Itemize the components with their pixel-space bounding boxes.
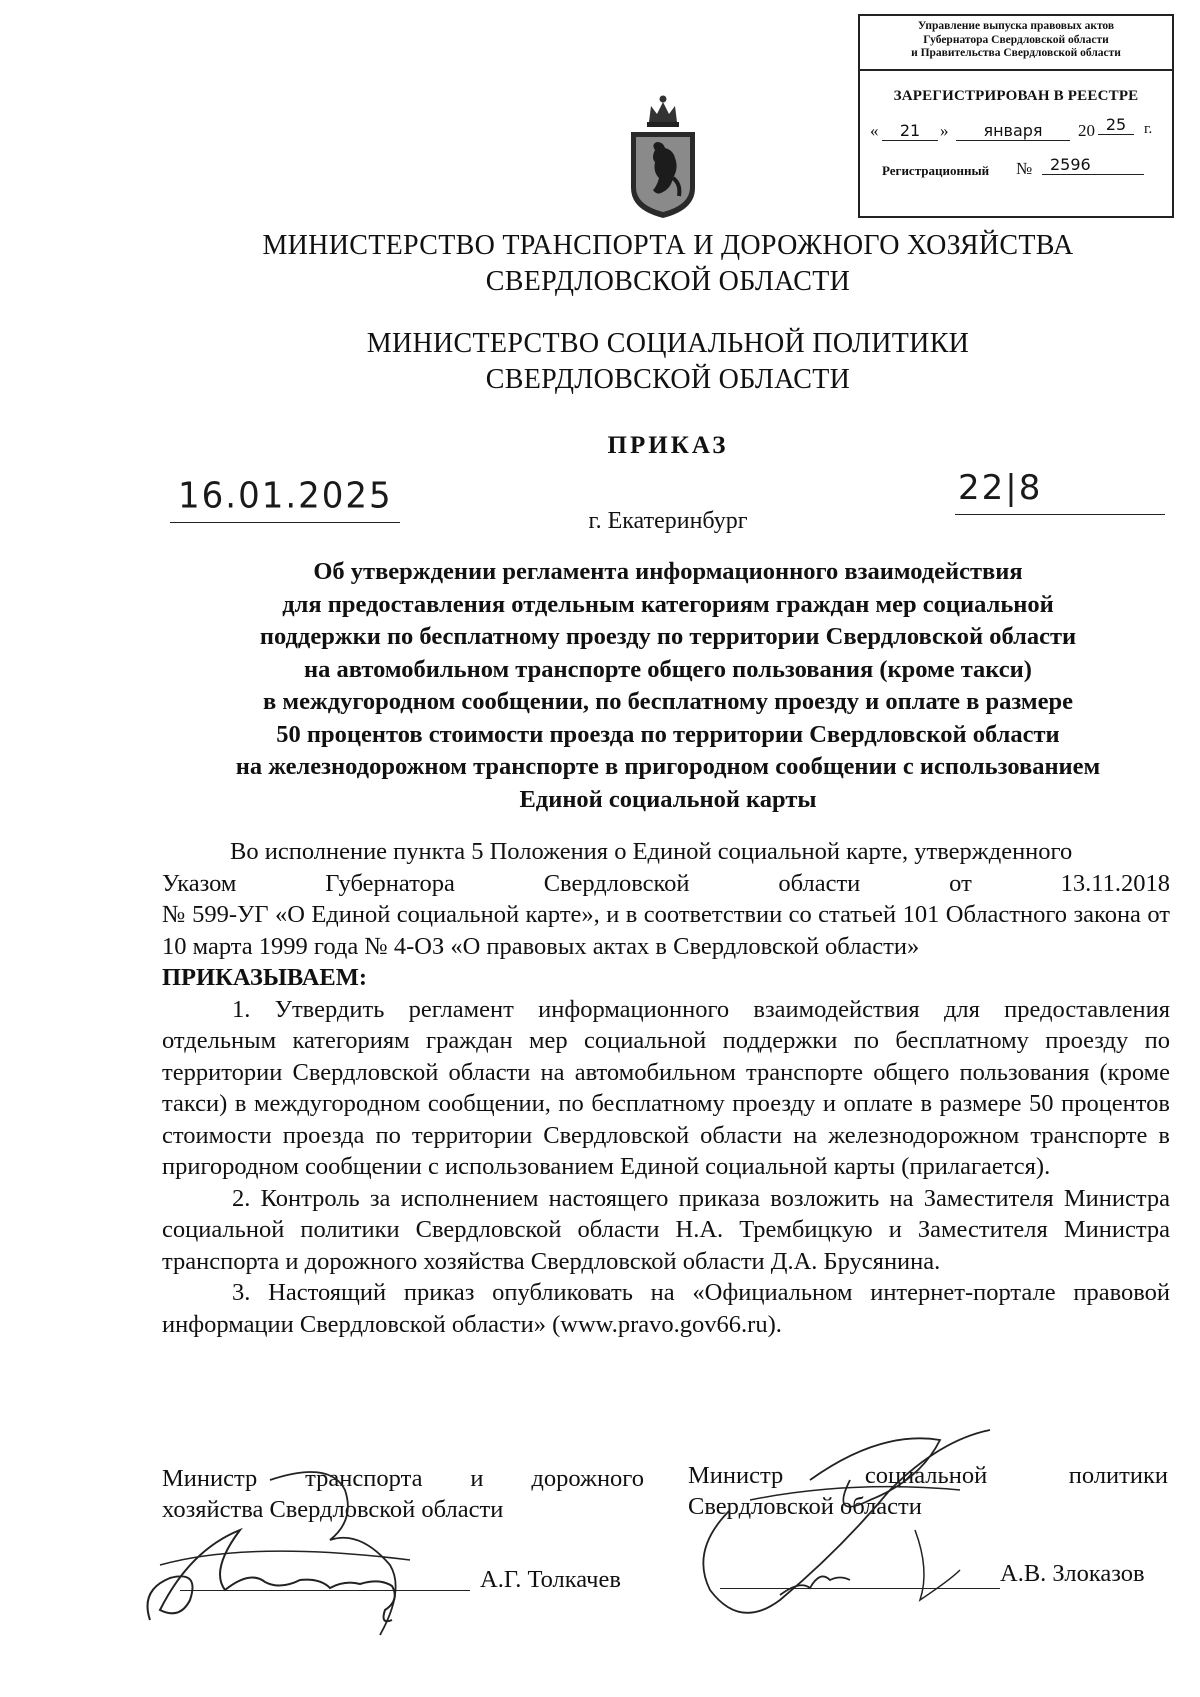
ministry-line: МИНИСТЕРСТВО ТРАНСПОРТА И ДОРОЖНОГО ХОЗЯЙСТВА	[262, 230, 1074, 261]
signature-title-line: Свердловской области	[688, 1493, 922, 1520]
stamp-year-prefix: 20	[1078, 121, 1095, 140]
subject-line: поддержки по бесплатному проезду по территории Свердловской области	[259, 623, 1077, 650]
stamp-reg-number: 2596	[1042, 155, 1144, 175]
preamble-line: № 599-УГ «О Единой социальной карте», и в соответствии со статьей 101 Областного закона от 10 марта 1999 года № 4-ОЗ «О правовых актах в Свердловской области»	[162, 901, 1170, 960]
stamp-header-line: Губернатора Свердловской области	[923, 33, 1109, 46]
stamp-quote-close: »	[940, 121, 949, 140]
coat-of-arms-icon	[627, 92, 699, 220]
decree-word: ПРИКАЗЫВАЕМ:	[162, 964, 368, 991]
preamble-line: Во исполнение пункта 5 Положения о Единой социальной карте, утвержденного	[230, 838, 1073, 865]
subject-line: для предоставления отдельным категориям граждан мер социальной	[282, 590, 1054, 618]
ministry-social	[0, 326, 1200, 398]
stamp-quote-open: «	[870, 121, 879, 140]
ministry-line: МИНИСТЕРСТВО СОЦИАЛЬНОЙ ПОЛИТИКИ	[366, 328, 970, 359]
subject-line: 50 процентов стоимости проезда по территории Свердловской области	[276, 720, 1060, 748]
stamp-reg-label: Регистрационный	[882, 163, 990, 178]
stamp-header	[860, 16, 1172, 71]
order-number-handwritten: 22|8	[958, 468, 1043, 508]
ministry-line: СВЕРДЛОВСКОЙ ОБЛАСТИ	[485, 266, 851, 297]
order-item: 3. Настоящий приказ опубликовать на «Официальном интернет-портале правовой информации Свердловской области» (www.pravo.gov66.ru).	[162, 1279, 1170, 1338]
order-subject	[170, 556, 1166, 816]
subject-line: Единой социальной карты	[519, 785, 817, 813]
stamp-registration-number	[860, 153, 1172, 183]
ministry-line: СВЕРДЛОВСКОЙ ОБЛАСТИ	[485, 364, 851, 395]
signature-title-line: хозяйства Свердловской области	[162, 1496, 504, 1523]
subject-line: на автомобильном транспорте общего пользования (кроме такси)	[304, 655, 1032, 683]
stamp-year-mark: г.	[1144, 121, 1153, 137]
city: г. Екатеринбург	[588, 508, 748, 534]
ministry-transport	[0, 228, 1200, 300]
signature-left-name: А.Г. Толкачев	[480, 1566, 621, 1593]
subject-line: на железнодорожном транспорте в пригородном сообщении с использованием	[235, 753, 1101, 780]
order-title: ПРИКАЗ	[607, 432, 729, 459]
stamp-month: января	[956, 121, 1070, 141]
stamp-day: 21	[882, 121, 938, 141]
order-item: 2. Контроль за исполнением настоящего приказа возложить на Заместителя Министра социальной политики Свердловской области Н.А. Трембицкую и Заместителя Министра транспорта и дорожного хозяйства Свердловской области Д.А. Брусянина.	[162, 1184, 1170, 1275]
stamp-date	[860, 113, 1172, 153]
stamp-registered-label: ЗАРЕГИСТРИРОВАН В РЕЕСТРЕ	[893, 88, 1139, 104]
subject-line: Об утверждении регламента информационного взаимодействия	[313, 558, 1023, 585]
stamp-year-suffix: 25	[1098, 115, 1134, 135]
subject-line: в междугородном сообщении, по бесплатному проезду и оплате в размере	[263, 688, 1073, 715]
order-date-handwritten: 16.01.2025	[178, 475, 393, 517]
signature-title-line: Министр социальной политики	[688, 1462, 1168, 1489]
stamp-header-line: и Правительства Свердловской области	[911, 47, 1121, 59]
stamp-number-sign: №	[1016, 159, 1033, 178]
registration-stamp	[858, 14, 1174, 218]
stamp-header-line: Управление выпуска правовых актов	[917, 20, 1115, 32]
signature-right-name: А.В. Злоказов	[1000, 1560, 1145, 1587]
signature-title-line: Министр транспорта и дорожного	[162, 1465, 644, 1492]
handwritten-signature-left-icon	[130, 1470, 470, 1640]
order-body	[162, 836, 1170, 1340]
preamble-line: Указом Губернатора Свердловской области от 13.11.2018	[162, 869, 1170, 897]
handwritten-signature-right-icon	[690, 1420, 1050, 1630]
order-item: 1. Утвердить регламент информационного взаимодействия для предоставления отдельным категориям граждан мер социальной поддержки по бесплатному проезду по территории Свердловской области на автомобильном транспорте общего пользования (кроме такси) в междугородном сообщении, по бесплатному проезду и оплате в размере 50 процентов стоимости проезда по территории Свердловской области на железнодорожном транспорте в пригородном сообщении с использованием Единой социальной карты (прилагается).	[162, 995, 1170, 1180]
